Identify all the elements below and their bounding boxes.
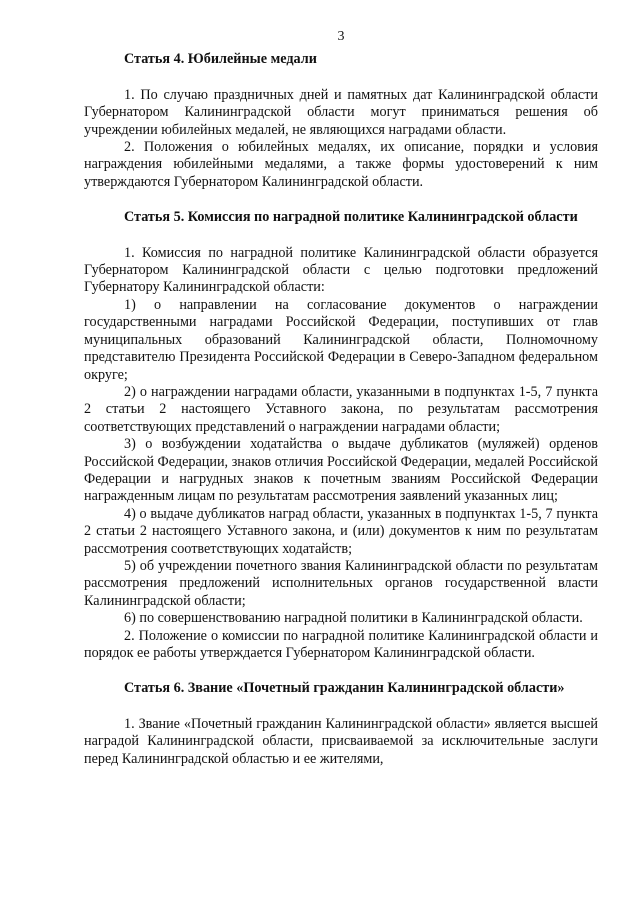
article-5-paragraph-2: 2. Положение о комиссии по наградной политике Калининградской области и порядок ее работы утверждается Губернатором Калининградской области.: [84, 627, 598, 661]
article-5-paragraph-1: 1. Комиссия по наградной политике Калининградской области образуется Губернатором Калининградской области с целью подготовки предложений Губернатору Калининградской области:: [84, 244, 598, 296]
article-5-heading: Статья 5. Комиссия по наградной политике Калининградской области: [124, 209, 578, 226]
article-6-paragraph-1: 1. Звание «Почетный гражданин Калининградской области» является высшей наградой Калининградской области, присваиваемой за исключительные заслуги перед Калининградской областью и ее жителями,: [84, 715, 598, 767]
article-5-item-4: 4) о выдаче дубликатов наград области, указанных в подпунктах 1-5, 7 пункта 2 статьи 2 настоящего Уставного закона, и (или) документов к ним по результатам рассмотрения соответствующих ходатайств;: [84, 505, 598, 557]
page-number: 3: [337, 29, 345, 44]
article-5-item-5: 5) об учреждении почетного звания Калининградской области по результатам рассмотрения предложений исполнительных органов государственной власти Калининградской области;: [84, 557, 598, 609]
article-5-item-6: 6) по совершенствованию наградной политики в Калининградской области.: [124, 610, 583, 627]
article-5-item-3: 3) о возбуждении ходатайства о выдаче дубликатов (муляжей) орденов Российской Федерации, знаков отличия Российской Федерации, медалей Российской Федерации и нагрудных знаков к почетным званиям Российской Федерации награжденным лицам по результатам рассмотрения заявлений указанных лиц;: [84, 436, 598, 505]
article-6-heading: Статья 6. Звание «Почетный гражданин Калининградской области»: [124, 680, 565, 697]
article-4-paragraph-1: 1. По случаю праздничных дней и памятных дат Калининградской области Губернатором Калининградской области могут приниматься решения об учреждении юбилейных медалей, не являющихся наградами области.: [84, 86, 598, 138]
article-5-item-1: 1) о направлении на согласование документов о награждении государственными наградами Российской Федерации, поступивших от глав муниципальных образований Калининградской области, Полномочному представителю Президента Российской Федерации в Северо-Западном федеральном округе;: [84, 296, 598, 383]
article-5-item-2: 2) о награждении наградами области, указанными в подпунктах 1-5, 7 пункта 2 статьи 2 настоящего Уставного закона, по результатам рассмотрения соответствующих представлений о награждении наградами области;: [84, 383, 598, 435]
document-page: [84, 28, 598, 768]
article-4-heading: Статья 4. Юбилейные медали: [124, 51, 317, 68]
article-4-paragraph-2: 2. Положения о юбилейных медалях, их описание, порядки и условия награждения юбилейными медалями, а также формы удостоверений к ним утверждаются Губернатором Калининградской области.: [84, 139, 598, 190]
